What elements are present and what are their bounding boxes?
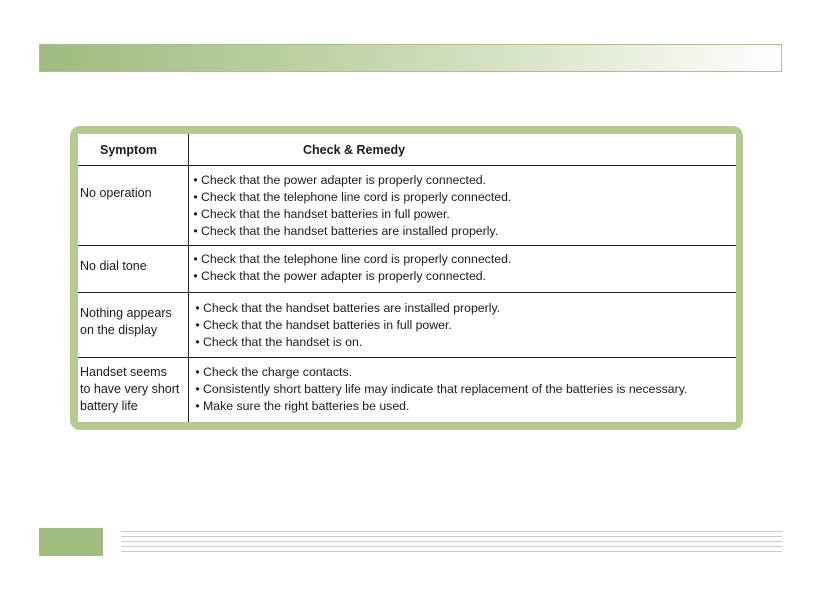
remedy-list bbox=[190, 172, 511, 240]
footer-block bbox=[39, 528, 103, 556]
remedy-item: • Make sure the right batteries be used. bbox=[192, 398, 687, 415]
remedy-item: • Consistently short battery life may indicate that replacement of the batteries is necessary. bbox=[192, 381, 687, 398]
table-row bbox=[78, 246, 736, 293]
remedy-item: • Check that the telephone line cord is properly connected. bbox=[190, 251, 511, 268]
remedy-item: • Check that the telephone line cord is properly connected. bbox=[190, 189, 511, 206]
remedy-column-header: Check & Remedy bbox=[303, 143, 406, 157]
symptom-cell: No operation bbox=[80, 186, 152, 200]
remedy-list bbox=[190, 251, 511, 285]
troubleshooting-table bbox=[78, 134, 736, 422]
remedy-item: • Check that the power adapter is properly connected. bbox=[190, 172, 511, 189]
remedy-item: • Check that the handset batteries are installed properly. bbox=[192, 300, 500, 317]
header-band bbox=[39, 44, 782, 72]
column-divider bbox=[188, 134, 189, 422]
remedy-item: • Check that the handset batteries are installed properly. bbox=[190, 223, 511, 240]
remedy-list bbox=[192, 300, 500, 351]
footer-rule bbox=[121, 551, 782, 552]
table-row bbox=[78, 358, 736, 422]
remedy-item: • Check that the power adapter is properly connected. bbox=[190, 268, 511, 285]
remedy-item: • Check the charge contacts. bbox=[192, 364, 687, 381]
footer-rule bbox=[121, 531, 782, 532]
footer-rule bbox=[121, 541, 782, 542]
table-row bbox=[78, 166, 736, 246]
troubleshooting-table-frame bbox=[70, 126, 743, 430]
symptom-cell: Nothing appears on the display bbox=[80, 306, 172, 337]
remedy-item: • Check that the handset batteries in full power. bbox=[192, 317, 500, 334]
table-header-row bbox=[78, 134, 736, 166]
symptom-cell: No dial tone bbox=[80, 259, 147, 273]
symptom-cell: Handset seems to have very short battery life bbox=[80, 365, 180, 413]
remedy-list bbox=[192, 364, 687, 415]
footer-rule bbox=[121, 546, 782, 547]
remedy-item: • Check that the handset is on. bbox=[192, 334, 500, 351]
table-row bbox=[78, 293, 736, 358]
footer-rule bbox=[121, 536, 782, 537]
symptom-column-header: Symptom bbox=[100, 143, 157, 157]
remedy-item: • Check that the handset batteries in full power. bbox=[190, 206, 511, 223]
